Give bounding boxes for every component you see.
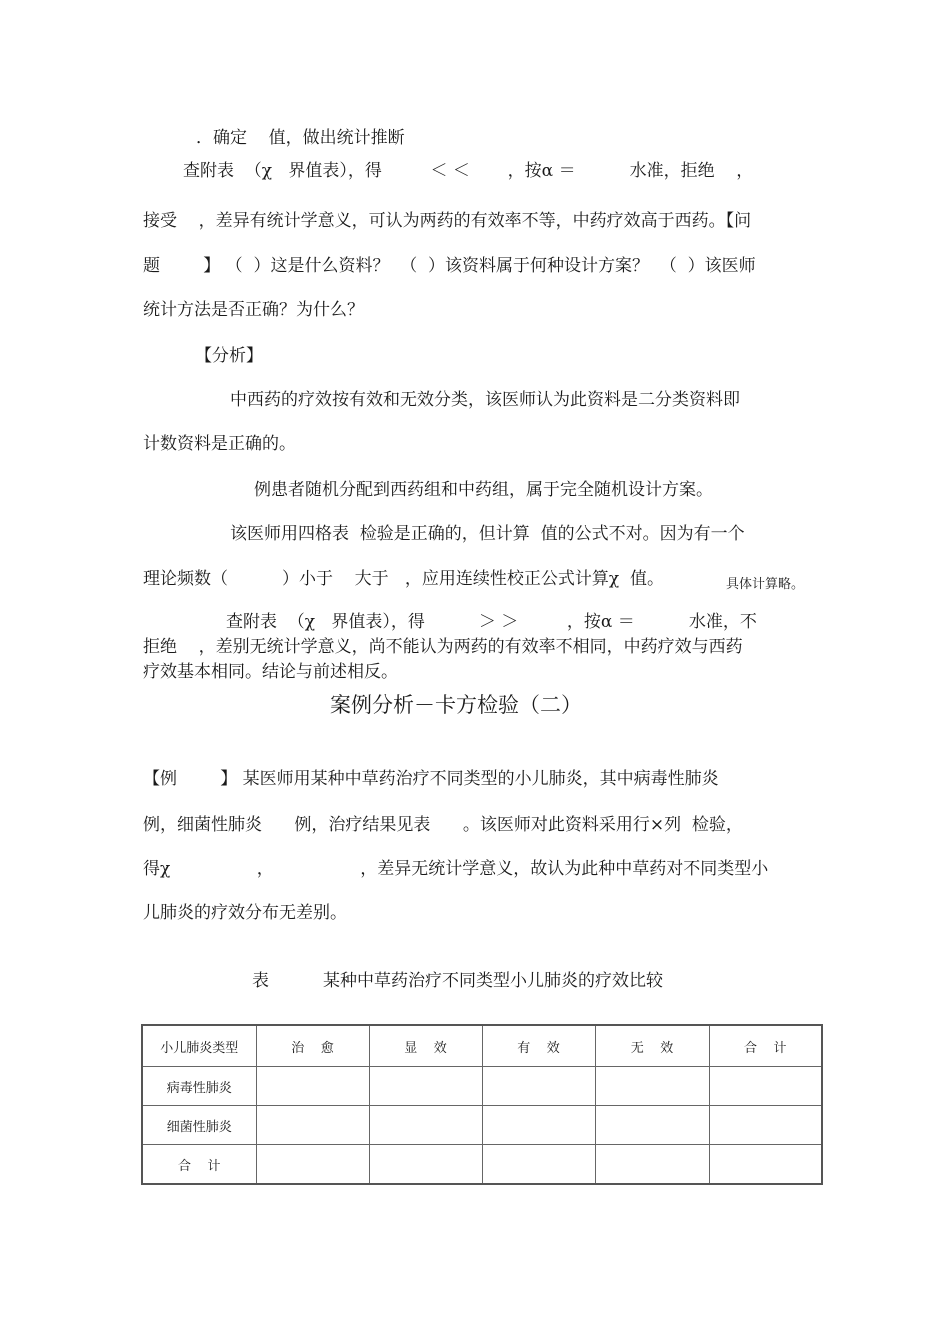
para-accept-line: 接受 ，差异有统计学意义，可认为两药的有效率不等，中药疗效高于西药。【问 <box>143 211 752 231</box>
table-cell <box>482 1145 595 1185</box>
table-cell <box>595 1106 709 1145</box>
header-cell: 有 效 <box>482 1025 595 1067</box>
para-question-line: 题 】 （ ）这是什么资料？ （ ）该资料属于何种设计方案？ （ ）该医师 <box>143 256 756 276</box>
table-total-row <box>142 1145 822 1185</box>
table-cell <box>709 1067 822 1106</box>
para-lookup-line: 查附表 （χ 界值表），得 ＜ ＜ ，按α ＝ 水准，拒绝 ， <box>183 161 754 181</box>
analysis-line-6: 查附表 （χ 界值表），得 ＞ ＞ ，按α ＝ 水准，不 <box>226 612 757 632</box>
header-cell: 显 效 <box>369 1025 482 1067</box>
table-caption: 表 某种中草药治疗不同类型小儿肺炎的疗效比较 <box>252 971 664 991</box>
table-cell <box>709 1145 822 1185</box>
para-question-line-2: 统计方法是否正确？为什么？ <box>143 300 364 320</box>
table-cell <box>369 1145 482 1185</box>
efficacy-table <box>141 1024 823 1185</box>
table-cell <box>369 1106 482 1145</box>
para-step-line: ．确定 值，做出统计推断 <box>196 128 405 148</box>
table-cell <box>709 1106 822 1145</box>
example-line-2: 例，细菌性肺炎 例，治疗结果见表 。该医师对此资料采用行×列 检验， <box>143 815 743 835</box>
table-cell <box>256 1067 369 1106</box>
analysis-line-8: 疗效基本相同。结论与前述相反。 <box>143 662 398 682</box>
table-cell <box>369 1067 482 1106</box>
analysis-heading: 【分析】 <box>195 346 263 366</box>
header-cell: 无 效 <box>595 1025 709 1067</box>
table-row <box>142 1067 822 1106</box>
header-cell: 治 愈 <box>256 1025 369 1067</box>
analysis-line-2: 计数资料是正确的。 <box>143 434 296 454</box>
example-line-1: 【例 】 某医师用某种中草药治疗不同类型的小儿肺炎，其中病毒性肺炎 <box>143 769 719 789</box>
row-label: 合 计 <box>142 1145 256 1185</box>
analysis-line-1: 中西药的疗效按有效和无效分类，该医师认为此资料是二分类资料即 <box>230 390 740 410</box>
table-header-row <box>142 1025 822 1067</box>
analysis-line-3: 例患者随机分配到西药组和中药组，属于完全随机设计方案。 <box>254 480 713 500</box>
example-line-3: 得χ ， ，差异无统计学意义，故认为此种中草药对不同类型小 <box>143 859 769 879</box>
table-cell <box>482 1067 595 1106</box>
section-title: 案例分析－卡方检验（二） <box>330 693 582 717</box>
row-label: 细菌性肺炎 <box>142 1106 256 1145</box>
table-row <box>142 1106 822 1145</box>
analysis-line-5: 理论频数（ ）小于 大于 ，应用连续性校正公式计算χ 值。 <box>143 569 664 589</box>
analysis-line-7: 拒绝 ，差别无统计学意义，尚不能认为两药的有效率不相同，中药疗效与西药 <box>143 637 743 657</box>
table-cell <box>256 1145 369 1185</box>
header-cell: 小儿肺炎类型 <box>142 1025 256 1067</box>
example-line-4: 儿肺炎的疗效分布无差别。 <box>143 903 347 923</box>
analysis-line-4: 该医师用四格表 检验是正确的，但计算 值的公式不对。因为有一个 <box>230 524 745 544</box>
table-cell <box>595 1067 709 1106</box>
table-cell <box>482 1106 595 1145</box>
analysis-note: 具体计算略。 <box>726 577 805 592</box>
row-label: 病毒性肺炎 <box>142 1067 256 1106</box>
table-cell <box>256 1106 369 1145</box>
table-cell <box>595 1145 709 1185</box>
header-cell: 合 计 <box>709 1025 822 1067</box>
